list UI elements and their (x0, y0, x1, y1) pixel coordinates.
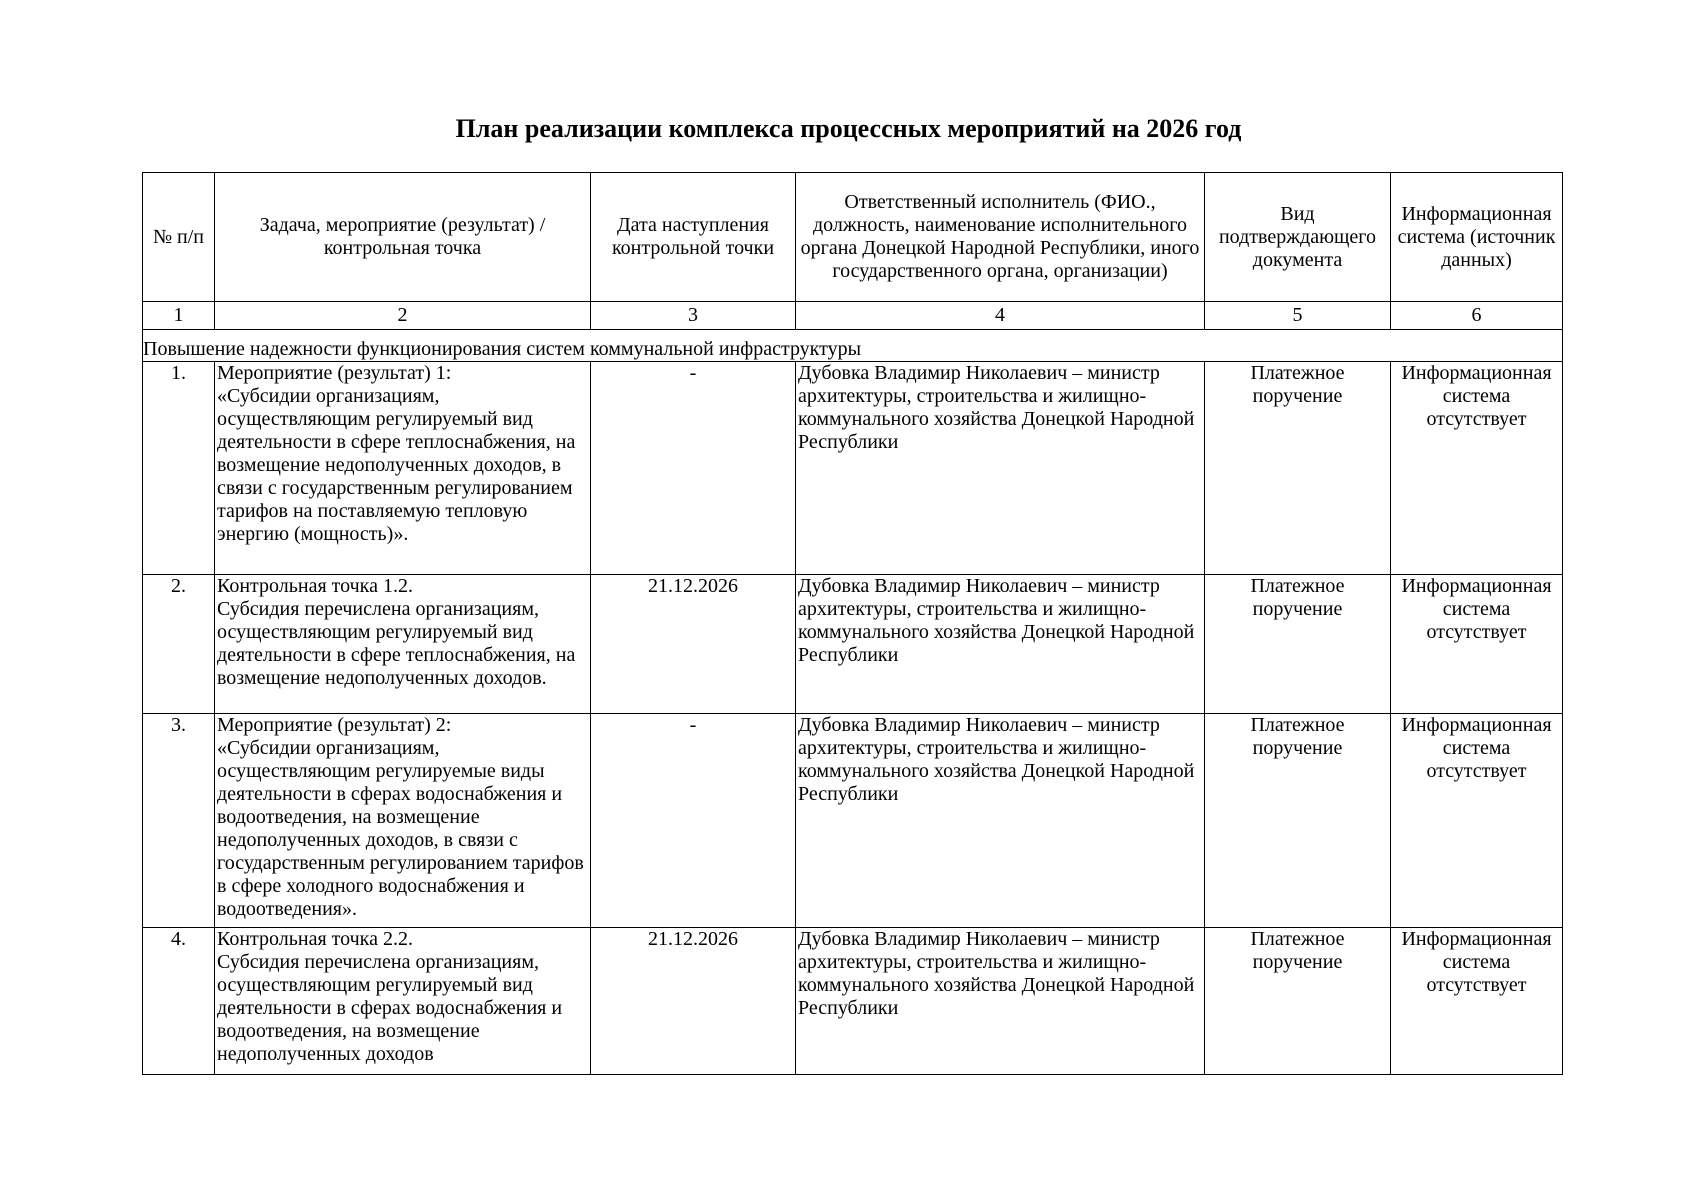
table-row (143, 928, 1563, 1075)
row-number: 3. (143, 714, 215, 928)
row-number: 2. (143, 575, 215, 714)
section-title: Повышение надежности функционирования систем коммунальной инфраструктуры (143, 330, 1563, 362)
column-number: 3 (591, 302, 796, 330)
row-task: Контрольная точка 1.2. Субсидия перечислена организациям, осуществляющим регулируемый вид деятельности в сфере теплоснабжения, на возмещение недополученных доходов. (215, 575, 591, 714)
row-responsible: Дубовка Владимир Николаевич – министр архитектуры, строительства и жилищно-коммунального хозяйства Донецкой Народной Республики (796, 362, 1205, 575)
header-task: Задача, мероприятие (результат) / контрольная точка (215, 173, 591, 302)
row-date: 21.12.2026 (591, 575, 796, 714)
column-number: 1 (143, 302, 215, 330)
row-number: 1. (143, 362, 215, 575)
row-document: Платежное поручение (1205, 714, 1391, 928)
column-number: 6 (1391, 302, 1563, 330)
table-header-row (143, 173, 1563, 302)
row-task: Мероприятие (результат) 1: «Субсидии организациям, осуществляющим регулируемый вид деятельности в сфере теплоснабжения, на возмещение недополученных доходов, в связи с государственным регулированием тарифов на поставляемую тепловую энергию (мощность)». (215, 362, 591, 575)
row-system: Информационная система отсутствует (1391, 714, 1563, 928)
row-task: Контрольная точка 2.2. Субсидия перечислена организациям, осуществляющим регулируемый вид деятельности в сферах водоснабжения и водоотведения, на возмещение недополученных доходов (215, 928, 591, 1075)
row-document: Платежное поручение (1205, 928, 1391, 1075)
table-row (143, 575, 1563, 714)
row-task: Мероприятие (результат) 2: «Субсидии организациям, осуществляющим регулируемые виды деятельности в сферах водоснабжения и водоотведения, на возмещение недополученных доходов, в связи с государственным регулированием тарифов в сфере холодного водоснабжения и водоотведения». (215, 714, 591, 928)
row-date: - (591, 714, 796, 928)
column-number: 5 (1205, 302, 1391, 330)
row-system: Информационная система отсутствует (1391, 362, 1563, 575)
header-document: Вид подтверждающего документа (1205, 173, 1391, 302)
row-responsible: Дубовка Владимир Николаевич – министр архитектуры, строительства и жилищно-коммунального хозяйства Донецкой Народной Республики (796, 928, 1205, 1075)
header-responsible: Ответственный исполнитель (ФИО., должность, наименование исполнительного органа Донецкой Народной Республики, иного государственного органа, организации) (796, 173, 1205, 302)
row-document: Платежное поручение (1205, 575, 1391, 714)
row-responsible: Дубовка Владимир Николаевич – министр архитектуры, строительства и жилищно-коммунального хозяйства Донецкой Народной Республики (796, 714, 1205, 928)
plan-table (142, 172, 1563, 1075)
header-num: № п/п (143, 173, 215, 302)
table-row (143, 362, 1563, 575)
row-date: - (591, 362, 796, 575)
section-row (143, 330, 1563, 362)
column-number: 4 (796, 302, 1205, 330)
row-system: Информационная система отсутствует (1391, 928, 1563, 1075)
header-system: Информационная система (источник данных) (1391, 173, 1563, 302)
row-document: Платежное поручение (1205, 362, 1391, 575)
row-date: 21.12.2026 (591, 928, 796, 1075)
header-date: Дата наступления контрольной точки (591, 173, 796, 302)
row-number: 4. (143, 928, 215, 1075)
column-numbers-row (143, 302, 1563, 330)
table-row (143, 714, 1563, 928)
row-responsible: Дубовка Владимир Николаевич – министр архитектуры, строительства и жилищно-коммунального хозяйства Донецкой Народной Республики (796, 575, 1205, 714)
document-title: План реализации комплекса процессных мероприятий на 2026 год (455, 114, 1242, 143)
column-number: 2 (215, 302, 591, 330)
row-system: Информационная система отсутствует (1391, 575, 1563, 714)
